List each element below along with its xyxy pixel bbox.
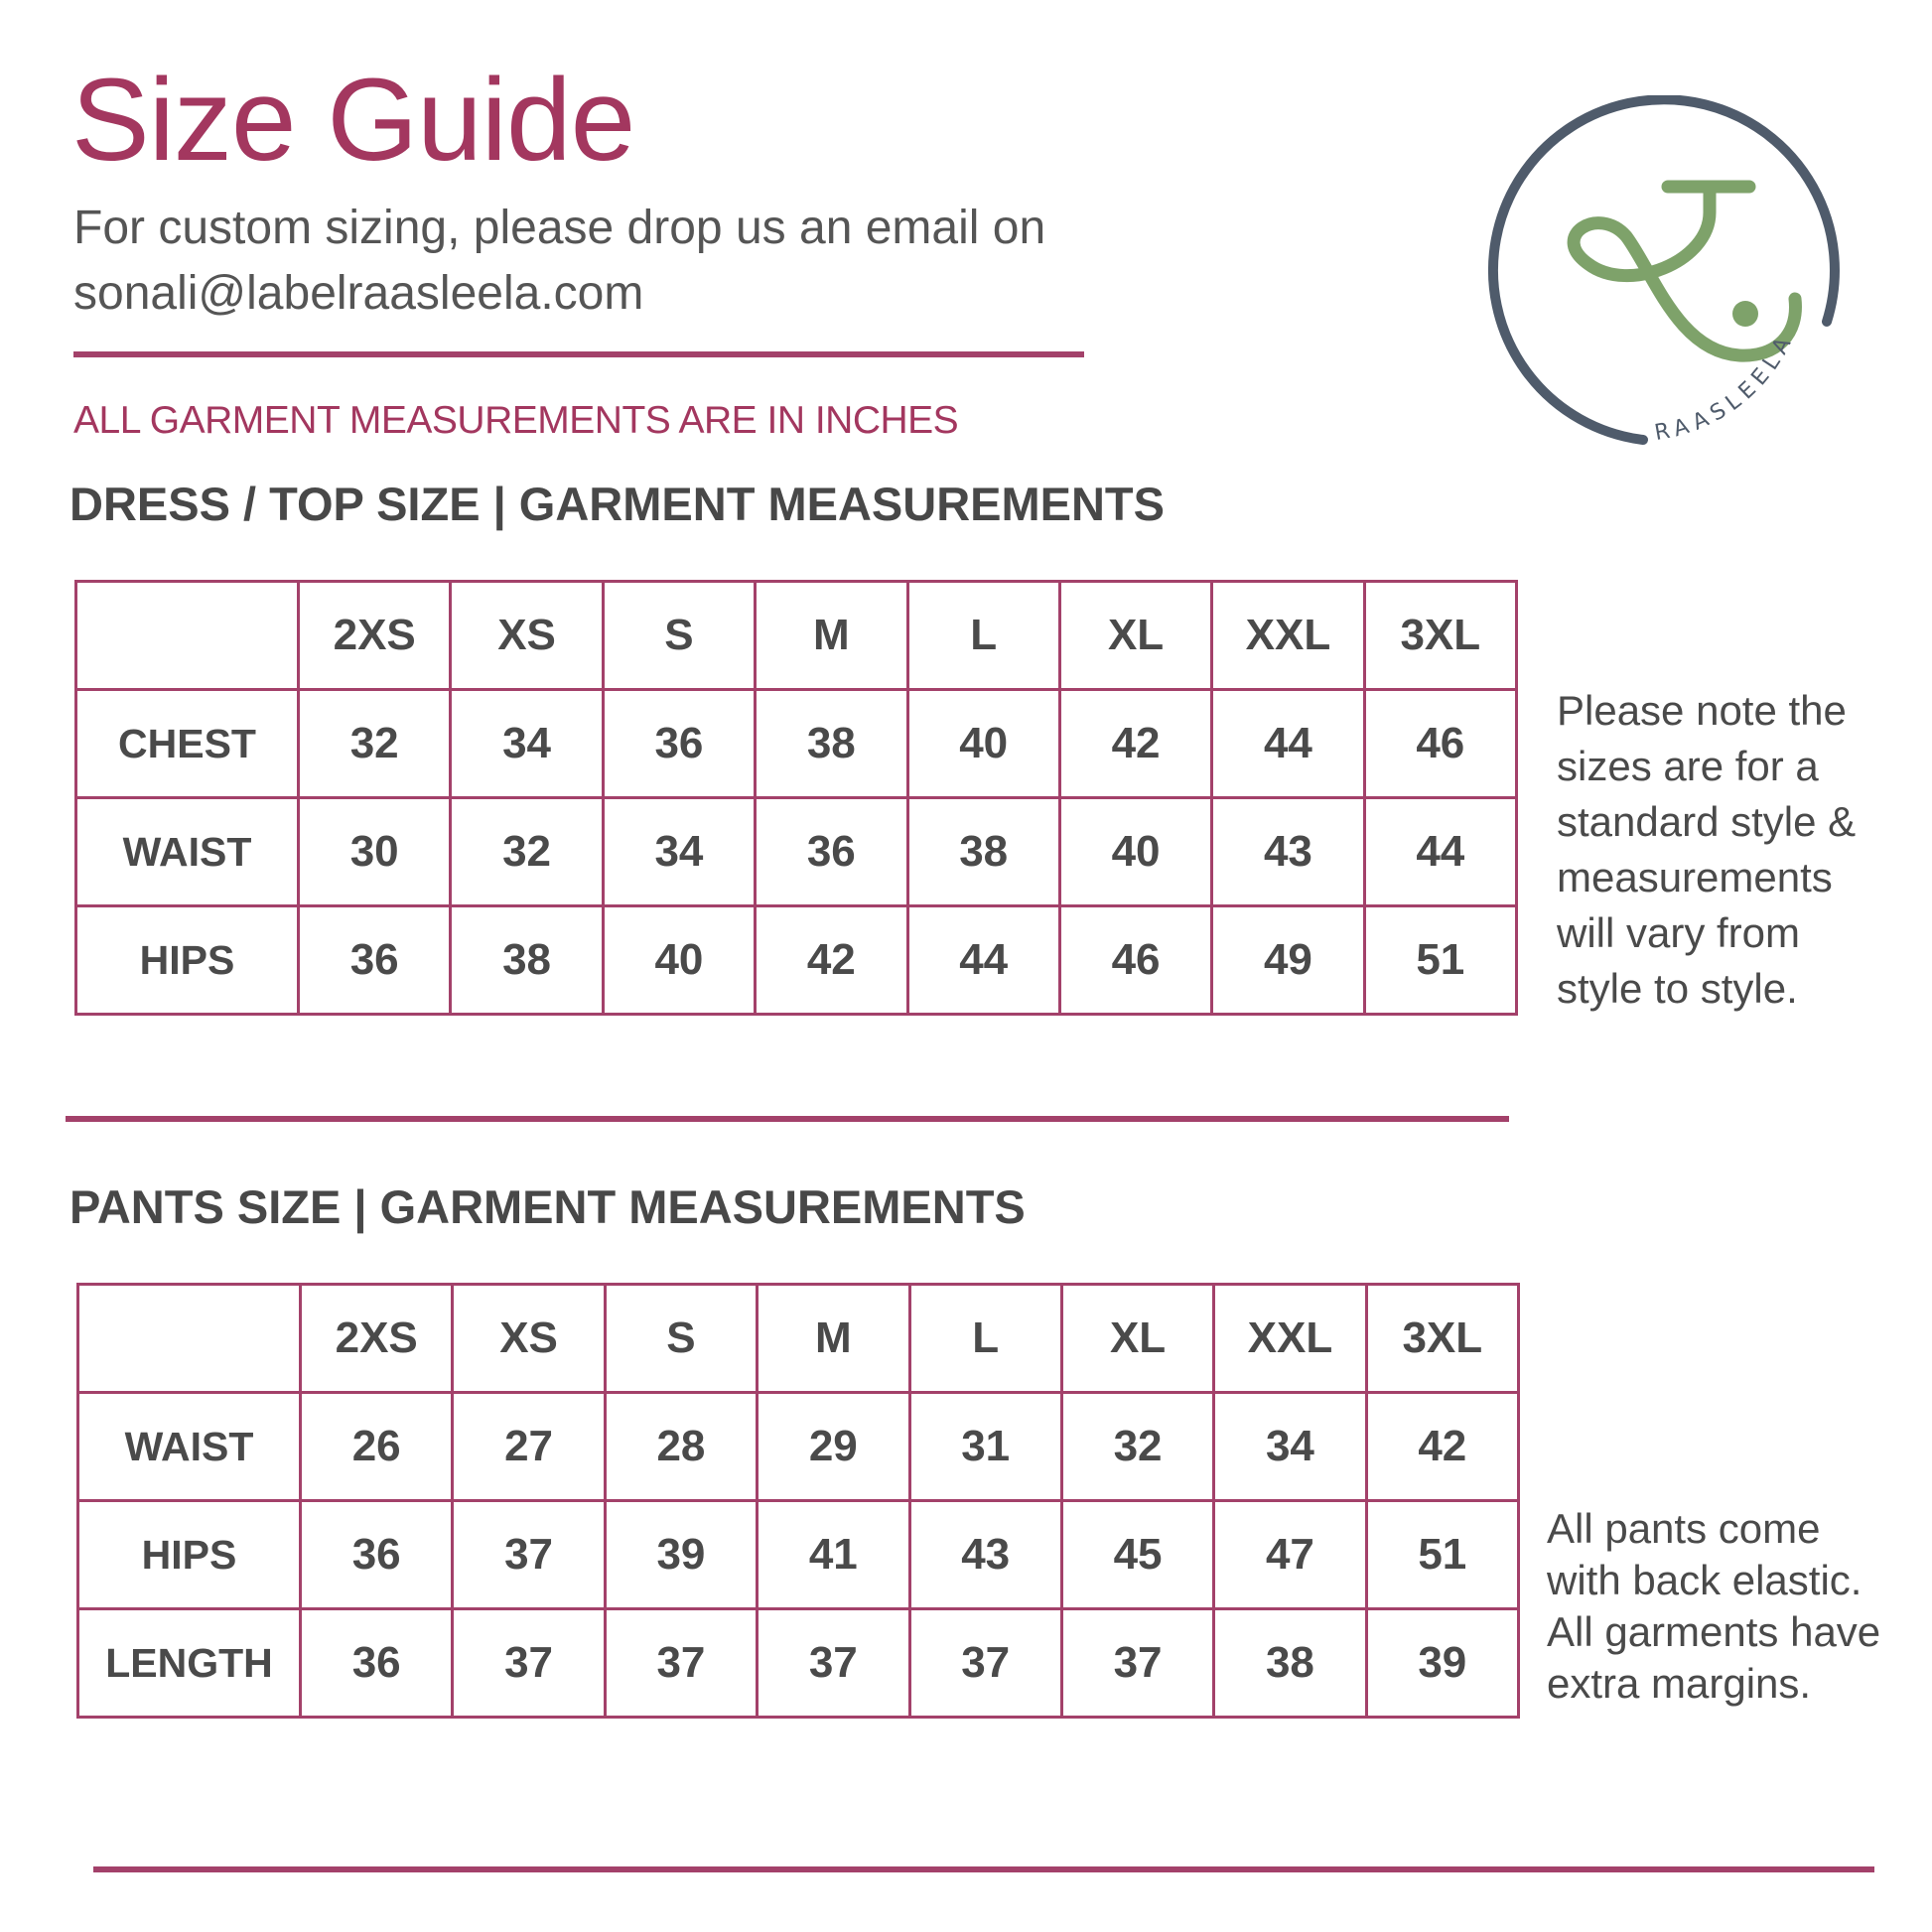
size-header: 3XL xyxy=(1364,582,1516,690)
divider-top xyxy=(73,351,1084,357)
measurement-cell: 32 xyxy=(299,690,451,798)
dress-section-heading: DRESS / TOP SIZE | GARMENT MEASUREMENTS xyxy=(69,478,1165,530)
note-line: style to style. xyxy=(1557,965,1798,1012)
measurement-cell: 36 xyxy=(756,798,907,906)
table-corner-cell xyxy=(76,582,299,690)
note-line: All garments have xyxy=(1547,1608,1881,1655)
note-line: All pants come xyxy=(1547,1505,1821,1552)
measurement-cell: 29 xyxy=(758,1393,909,1501)
size-header: XL xyxy=(1059,582,1211,690)
units-notice: ALL GARMENT MEASUREMENTS ARE IN INCHES xyxy=(73,399,959,442)
size-header: XXL xyxy=(1212,582,1364,690)
logo-wordmark: RAASLEELA xyxy=(1652,328,1799,447)
divider-middle xyxy=(66,1116,1509,1122)
measurement-cell: 32 xyxy=(451,798,603,906)
measurement-cell: 27 xyxy=(453,1393,605,1501)
measurement-cell: 51 xyxy=(1366,1501,1518,1609)
row-label: WAIST xyxy=(76,798,299,906)
dress-size-note xyxy=(1557,683,1924,1017)
size-header: 2XS xyxy=(301,1285,453,1393)
measurement-cell: 44 xyxy=(907,906,1059,1015)
measurement-cell: 39 xyxy=(1366,1609,1518,1718)
size-header: XS xyxy=(451,582,603,690)
row-label: LENGTH xyxy=(78,1609,301,1718)
measurement-cell: 37 xyxy=(909,1609,1061,1718)
dress-size-table xyxy=(74,580,1518,1016)
measurement-cell: 46 xyxy=(1059,906,1211,1015)
measurement-cell: 30 xyxy=(299,798,451,906)
size-header: M xyxy=(756,582,907,690)
note-line: extra margins. xyxy=(1547,1660,1812,1707)
note-line: with back elastic. xyxy=(1547,1557,1863,1603)
measurement-cell: 37 xyxy=(1061,1609,1213,1718)
measurement-cell: 38 xyxy=(756,690,907,798)
page-title: Size Guide xyxy=(71,55,635,186)
measurement-cell: 37 xyxy=(453,1609,605,1718)
note-line: standard style & xyxy=(1557,798,1857,845)
measurement-cell: 42 xyxy=(756,906,907,1015)
measurement-cell: 36 xyxy=(299,906,451,1015)
table-row xyxy=(78,1393,1519,1501)
measurement-cell: 34 xyxy=(603,798,755,906)
measurement-cell: 49 xyxy=(1212,906,1364,1015)
measurement-cell: 43 xyxy=(1212,798,1364,906)
table-row xyxy=(76,690,1517,798)
size-header: 2XS xyxy=(299,582,451,690)
table-row xyxy=(76,798,1517,906)
pants-size-note xyxy=(1547,1503,1924,1710)
row-label: HIPS xyxy=(78,1501,301,1609)
table-row xyxy=(76,906,1517,1015)
custom-sizing-intro: For custom sizing, please drop us an email on xyxy=(73,202,1046,254)
note-line: sizes are for a xyxy=(1557,743,1819,789)
size-header: L xyxy=(907,582,1059,690)
row-label: CHEST xyxy=(76,690,299,798)
measurement-cell: 38 xyxy=(907,798,1059,906)
measurement-cell: 42 xyxy=(1366,1393,1518,1501)
measurement-cell: 44 xyxy=(1364,798,1516,906)
table-header-row xyxy=(76,582,1517,690)
measurement-cell: 51 xyxy=(1364,906,1516,1015)
measurement-cell: 34 xyxy=(451,690,603,798)
measurement-cell: 37 xyxy=(605,1609,757,1718)
measurement-cell: 34 xyxy=(1214,1393,1366,1501)
note-line: Please note the xyxy=(1557,687,1847,734)
measurement-cell: 37 xyxy=(758,1609,909,1718)
contact-email-link[interactable]: sonali@labelraasleela.com xyxy=(73,267,644,320)
raasleela-logo-icon xyxy=(1479,95,1857,473)
measurement-cell: 40 xyxy=(907,690,1059,798)
pants-section-heading: PANTS SIZE | GARMENT MEASUREMENTS xyxy=(69,1180,1026,1233)
measurement-cell: 43 xyxy=(909,1501,1061,1609)
measurement-cell: 36 xyxy=(301,1501,453,1609)
measurement-cell: 26 xyxy=(301,1393,453,1501)
divider-bottom xyxy=(93,1866,1874,1872)
measurement-cell: 31 xyxy=(909,1393,1061,1501)
table-row xyxy=(78,1609,1519,1718)
measurement-cell: 39 xyxy=(605,1501,757,1609)
size-header: S xyxy=(603,582,755,690)
note-line: will vary from xyxy=(1557,909,1801,956)
measurement-cell: 38 xyxy=(451,906,603,1015)
measurement-cell: 42 xyxy=(1059,690,1211,798)
size-header: XS xyxy=(453,1285,605,1393)
measurement-cell: 47 xyxy=(1214,1501,1366,1609)
note-line: measurements xyxy=(1557,854,1833,900)
measurement-cell: 32 xyxy=(1061,1393,1213,1501)
measurement-cell: 36 xyxy=(603,690,755,798)
measurement-cell: 40 xyxy=(603,906,755,1015)
measurement-cell: 36 xyxy=(301,1609,453,1718)
row-label: WAIST xyxy=(78,1393,301,1501)
measurement-cell: 44 xyxy=(1212,690,1364,798)
measurement-cell: 41 xyxy=(758,1501,909,1609)
table-row xyxy=(78,1501,1519,1609)
size-header: XL xyxy=(1061,1285,1213,1393)
measurement-cell: 28 xyxy=(605,1393,757,1501)
table-header-row xyxy=(78,1285,1519,1393)
size-header: M xyxy=(758,1285,909,1393)
size-header: XXL xyxy=(1214,1285,1366,1393)
size-header: S xyxy=(605,1285,757,1393)
measurement-cell: 37 xyxy=(453,1501,605,1609)
row-label: HIPS xyxy=(76,906,299,1015)
size-header: L xyxy=(909,1285,1061,1393)
measurement-cell: 46 xyxy=(1364,690,1516,798)
measurement-cell: 45 xyxy=(1061,1501,1213,1609)
pants-size-table xyxy=(76,1283,1520,1719)
measurement-cell: 40 xyxy=(1059,798,1211,906)
table-corner-cell xyxy=(78,1285,301,1393)
measurement-cell: 38 xyxy=(1214,1609,1366,1718)
size-header: 3XL xyxy=(1366,1285,1518,1393)
